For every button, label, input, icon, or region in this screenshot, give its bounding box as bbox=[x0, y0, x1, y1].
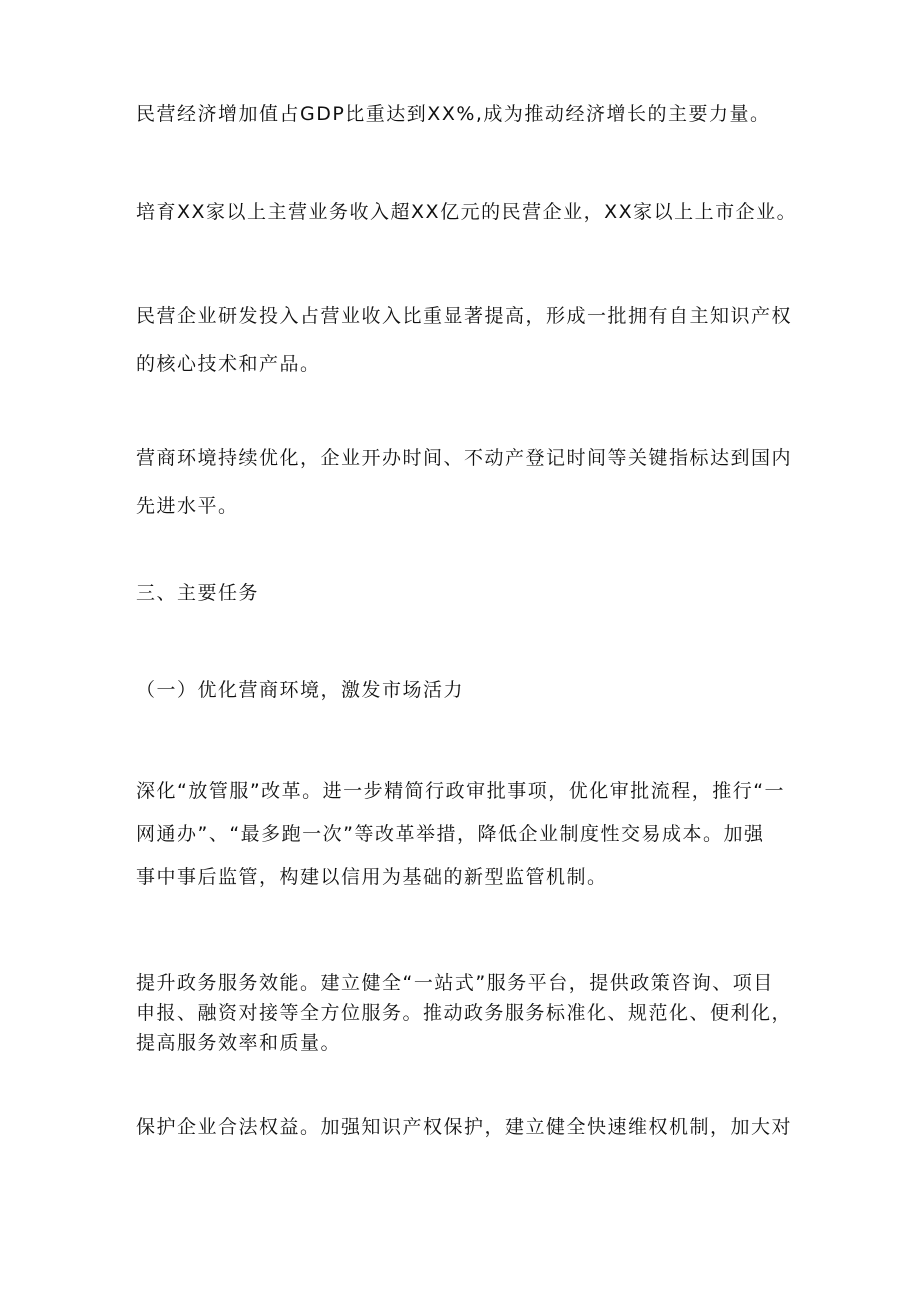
text-line: 深化“放管服”改革。进一步精简行政审批事项，优化审批流程，推行“一 bbox=[136, 780, 786, 802]
text-line: 提高服务效率和质量。 bbox=[136, 1032, 342, 1054]
paragraph-reform bbox=[136, 770, 796, 899]
paragraph-government-services bbox=[136, 968, 796, 1058]
paragraph-gdp-share bbox=[136, 99, 796, 126]
text-line: 提升政务服务效能。建立健全“一站式”服务平台，提供政策咨询、项目 bbox=[136, 972, 774, 994]
heading-text: 三、主要任务 bbox=[136, 582, 260, 604]
heading-text: （一）优化营商环境，激发市场活力 bbox=[136, 679, 465, 701]
paragraph-business-environment bbox=[136, 434, 796, 530]
text-line: 先进水平。 bbox=[136, 495, 239, 517]
text-line: 民营企业研发投入占营业收入比重显著提高，形成一批拥有自主知识产权 bbox=[136, 305, 793, 327]
subsection-heading-optimize-environment bbox=[136, 675, 796, 702]
paragraph-rnd-investment bbox=[136, 292, 796, 388]
text-line: 事中事后监管，构建以信用为基础的新型监管机制。 bbox=[136, 866, 608, 888]
paragraph-enterprise-cultivation bbox=[136, 197, 796, 224]
text-line: 的核心技术和产品。 bbox=[136, 353, 321, 375]
paragraph-protect-rights bbox=[136, 1112, 796, 1139]
section-heading-main-tasks bbox=[136, 578, 796, 605]
text-line: 民营经济增加值占GDP比重达到XX%,成为推动经济增长的主要力量。 bbox=[136, 103, 771, 125]
text-line: 申报、融资对接等全方位服务。推动政务服务标准化、规范化、便利化， bbox=[136, 1002, 793, 1024]
text-line: 保护企业合法权益。加强知识产权保护，建立健全快速维权机制，加大对 bbox=[136, 1116, 793, 1138]
text-line: 营商环境持续优化，企业开办时间、不动产登记时间等关键指标达到国内 bbox=[136, 447, 793, 469]
text-line: 培育XX家以上主营业务收入超XX亿元的民营企业，XX家以上上市企业。 bbox=[136, 201, 798, 223]
text-line: 网通办”、“最多跑一次”等改革举措，降低企业制度性交易成本。加强 bbox=[136, 823, 765, 845]
